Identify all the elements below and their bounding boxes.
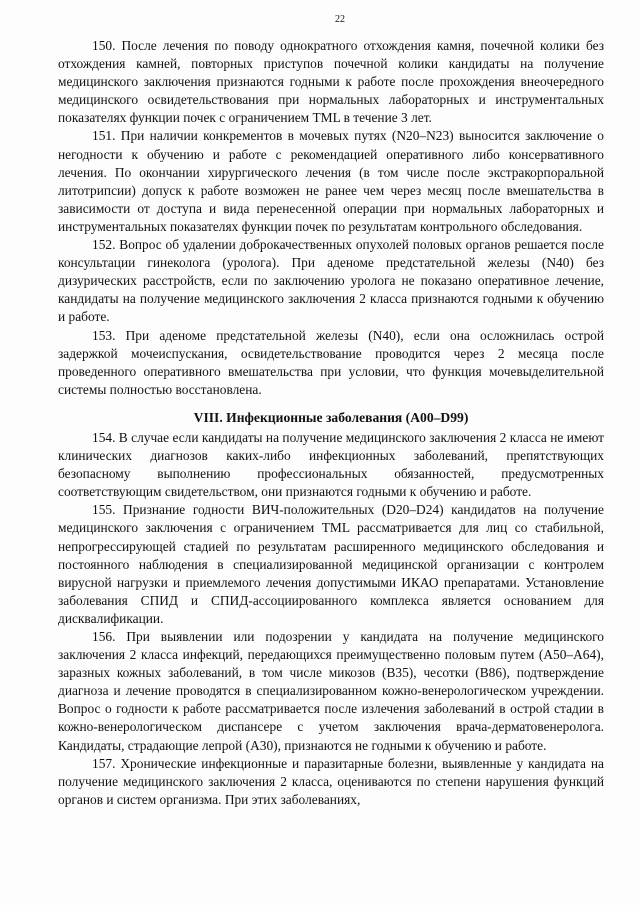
page-number: 22 xyxy=(335,14,345,25)
paragraph-152: 152. Вопрос об удалении доброкачественных опухолей половых органов решается после консультации гинеколога (уролога). При аденоме предстательной железы (N40) без дизурических расстройств, если по заключению уролога не показано оперативное лечение, кандидаты на получение медицинского заключения 2 класса признаются годными к обучению и работе. xyxy=(58,237,604,325)
paragraph-153: 153. При аденоме предстательной железы (N40), если она осложнилась острой задержкой мочеиспускания, освидетельствование проводится через 2 месяца после проведенного оперативного вмешательства при условии, что функция мочевыделительной системы полностью восстановлена. xyxy=(58,327,604,397)
paragraph-150: 150. После лечения по поводу однократного отхождения камня, почечной колики без отхождения камней, повторных приступов почечной колики кандидаты на получение медицинского заключения признаются годными к работе после прохождения внеочередного медицинского освидетельствования при нормальных лабораторных и инструментальных показателях функции почек с ограничением TML в течение 3 лет. xyxy=(58,38,604,126)
paragraph-155: 155. Признание годности ВИЧ-положительных (D20–D24) кандидатов на получение медицинского заключения с ограничением TML рассматривается для лиц со стабильной, непрогрессирующей стадией по результатам расширенного медицинского обследования и постоянного наблюдения в специализированной медицинской организации с контролем вирусной нагрузки и приемлемого лечения допустимыми ИКАО препаратами. Установление заболевания СПИД и СПИД-ассоциированного комплекса является основанием для дисквалификации. xyxy=(58,502,604,626)
section-heading: VIII. Инфекционные заболевания (A00–D99) xyxy=(193,409,469,425)
paragraph-157: 157. Хронические инфекционные и паразитарные болезни, выявленные у кандидата на получение медицинского заключения 2 класса, оцениваются по степени нарушения функций органов и систем организма. При этих заболеваниях, xyxy=(58,755,604,807)
paragraph-156: 156. При выявлении или подозрении у кандидата на получение медицинского заключения 2 класса инфекций, передающихся преимущественно половым путем (A50–A64), заразных кожных заболеваний, в том числе микозов (B35), чесотки (B86), подтверждение диагноза и лечение проводятся в специализированном кожно-венерологическом учреждении. Вопрос о годности к работе рассматривается после излечения заболеваний в острой стадии в кожно-венерологическом диспансере с учетом заключения врача-дерматовенеролога. Кандидаты, страдающие лепрой (A30), признаются не годными к обучению и работе. xyxy=(58,629,604,753)
paragraph-154: 154. В случае если кандидаты на получение медицинского заключения 2 класса не имеют клинических диагнозов каких-либо инфекционных заболеваний, препятствующих безопасному выполнению профессиональных обязанностей, предусмотренных соответствующим свидетельством, они признаются годными к обучению и работе. xyxy=(58,429,604,500)
paragraph-151: 151. При наличии конкрементов в мочевых путях (N20–N23) выносится заключение о негодности к обучению и работе с рекомендацией оперативного либо консервативного лечения. По окончании хирургического лечения (в том числе после экстракорпоральной литотрипсии) допуск к работе возможен не ранее чем через месяц после вмешательства в зависимости от доступа и вида перенесенной операции при нормальных лабораторных и инструментальных показателях функции почек по результатам контрольного обследования. xyxy=(58,128,604,234)
